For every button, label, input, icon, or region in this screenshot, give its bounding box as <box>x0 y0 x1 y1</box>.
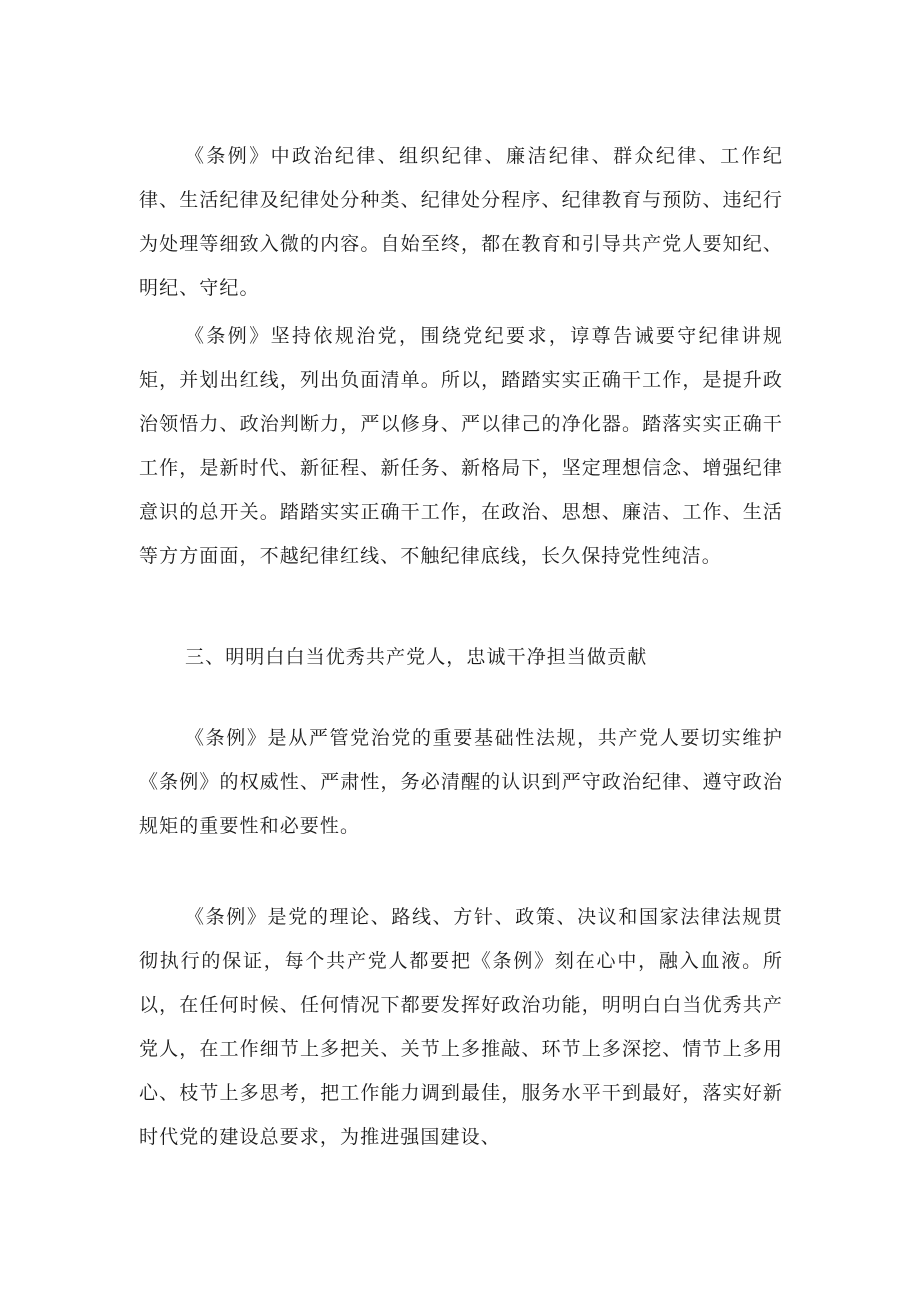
paragraph-rule-by-regulations: 《条例》坚持依规治党，围绕党纪要求，谆尊告诫要守纪律讲规矩，并划出红线，列出负面清单。所以，踏踏实实正确干工作，是提升政治领悟力、政治判断力，严以修身、严以律己的净化器。踏落实实正确干工作，是新时代、新征程、新任务、新格局下，坚定理想信念、增强纪律意识的总开关。踏踏实实正确干工作，在政治、思想、廉洁、工作、生活等方方面面，不越纪律红线、不触纪律底线，长久保持党性纯洁。 <box>139 325 783 567</box>
paragraph-implementation-guarantee: 《条例》是党的理论、路线、方针、政策、决议和国家法律法规贯彻执行的保证，每个共产党人都要把《条例》刻在心中，融入血液。所以，在任何时候、任何情况下都要发挥好政治功能，明明白白当优秀共产党人，在工作细节上多把关、关节上多推敲、环节上多深挖、情节上多用心、枝节上多思考，把工作能力调到最佳，服务水平干到最好，落实好新时代党的建设总要求，为推进强国建设、 <box>139 906 783 1148</box>
paragraph-foundational-regulation: 《条例》是从严管党治党的重要基础性法规，共产党人要切实维护《条例》的权威性、严肃性，务必清醒的认识到严守政治纪律、遵守政治规矩的重要性和必要性。 <box>139 727 783 837</box>
paragraph-discipline-content: 《条例》中政治纪律、组织纪律、廉洁纪律、群众纪律、工作纪律、生活纪律及纪律处分种类、纪律处分程序、纪律教育与预防、违纪行为处理等细致入微的内容。自始至终，都在教育和引导共产党人要知纪、明纪、守纪。 <box>139 145 783 299</box>
section-heading: 三、明明白白当优秀共产党人，忠诚干净担当做贡献 <box>185 646 648 668</box>
